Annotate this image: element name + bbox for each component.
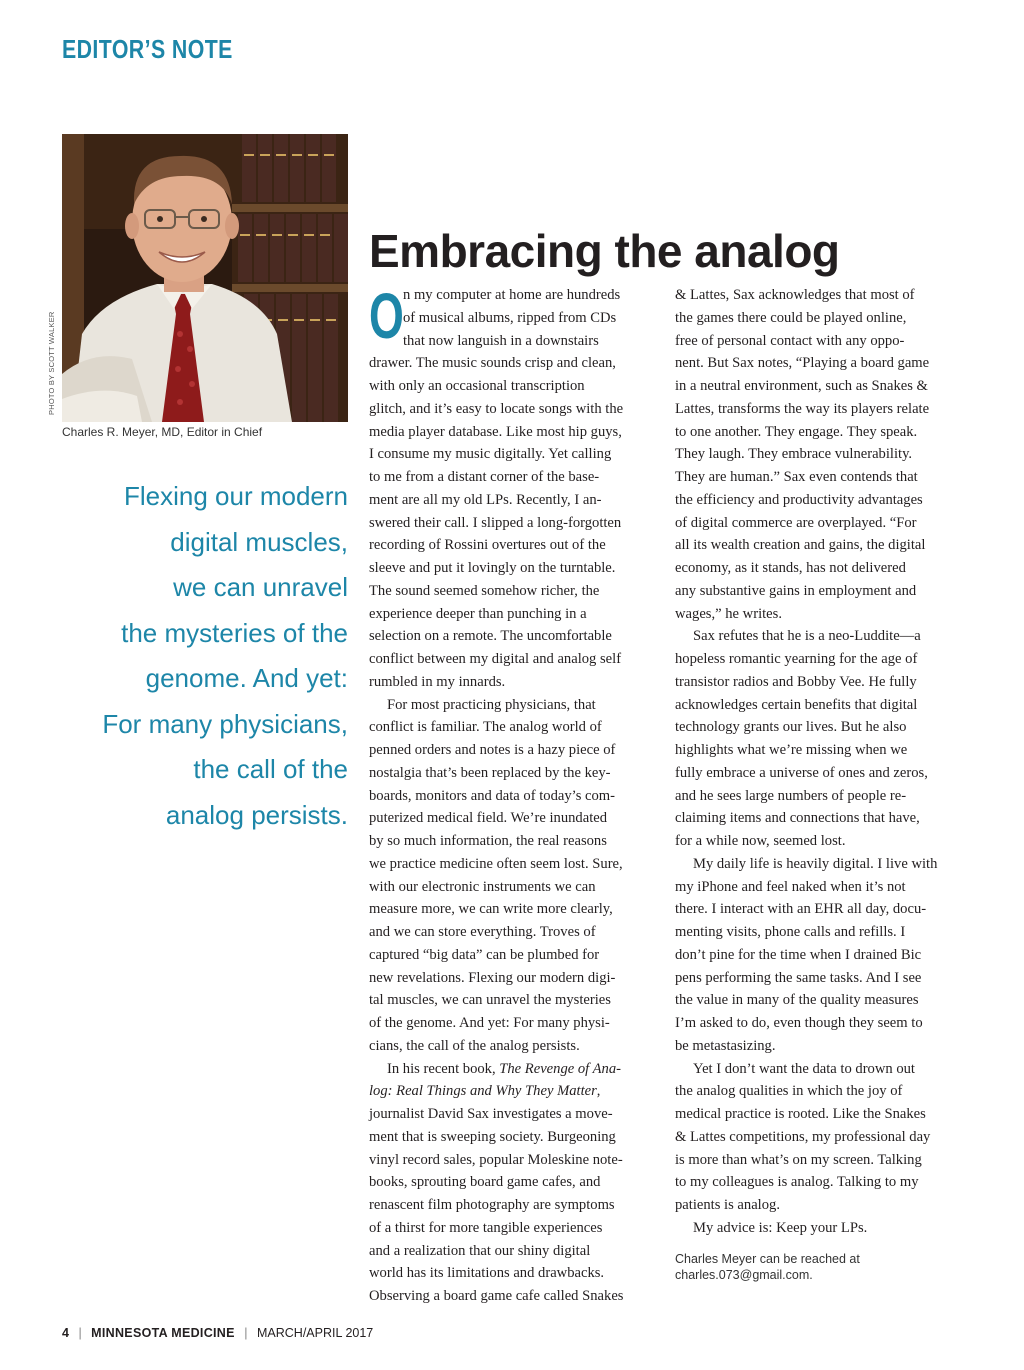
body-text-line [675, 671, 967, 694]
body-text: & Lattes, Sax acknowledges that most of [675, 287, 915, 303]
body-text-line [675, 1149, 967, 1172]
body-text: economy, as it stands, has not delivered [675, 560, 906, 576]
body-text: I consume my music digitally. Yet calling [369, 446, 612, 463]
body-text: My advice is: Keep your LPs. [693, 1219, 868, 1236]
body-text: media player database. Like most hip guys, [369, 423, 622, 440]
body-text-line [675, 1171, 967, 1194]
contact-email: charles.073@gmail.com. [675, 1268, 813, 1282]
body-text: and a realization that our shiny digital [369, 1242, 591, 1259]
body-text: technology grants our lives. But he also [675, 719, 907, 736]
body-text-line [675, 443, 967, 466]
pull-quote-line: digital muscles, [170, 526, 348, 557]
body-text-line [675, 1194, 967, 1217]
body-text: puterized medical field. We’re inundated [369, 810, 608, 827]
body-text: Yet I don’t want the data to drown out [693, 1060, 915, 1077]
body-text: be metastasizing. [675, 1037, 776, 1054]
body-text: to me from a distant corner of the base- [369, 469, 600, 485]
body-text-line [675, 307, 967, 330]
body-text-line [675, 398, 967, 421]
body-text: acknowledges certain benefits that digital [675, 696, 918, 713]
body-text: journalist David Sax investigates a move- [369, 1106, 613, 1122]
body-text-line [675, 580, 967, 603]
body-text-line [369, 921, 659, 944]
body-text: menting visits, phone calls and refills. I [675, 924, 906, 940]
body-text-line [675, 921, 967, 944]
body-text-line [369, 443, 659, 466]
body-text: wages,” he writes. [675, 605, 782, 622]
body-text-line [675, 762, 967, 785]
body-text-line [369, 512, 659, 535]
body-text-line [369, 807, 659, 830]
drop-cap: O [369, 280, 404, 352]
body-text-line [675, 625, 967, 648]
body-text: that now languish in a downstairs [403, 332, 599, 349]
body-text-line [369, 1217, 659, 1240]
body-text-line [675, 739, 967, 762]
body-text-line [675, 603, 967, 626]
body-text: pens performing the same tasks. And I see [675, 969, 922, 986]
body-text-line [369, 648, 659, 671]
pull-quote-line: the mysteries of the [121, 617, 348, 648]
body-text-line [675, 534, 967, 557]
body-text-line [369, 944, 659, 967]
body-text: don’t pine for the time when I drained Bic [675, 946, 922, 963]
body-text: boards, monitors and data of today’s com- [369, 787, 616, 804]
body-text-line [675, 1126, 967, 1149]
body-text-line [369, 580, 659, 603]
pull-quote-line: we can unravel [173, 572, 348, 602]
body-text: new revelations. Flexing our modern digi- [369, 969, 616, 986]
body-text-line [675, 716, 967, 739]
body-text: vinyl record sales, popular Moleskine note- [369, 1151, 623, 1168]
body-text-line [369, 1149, 659, 1172]
body-text: free of personal contact with any oppo- [675, 332, 905, 349]
body-text: fully embrace a universe of ones and zeros, [675, 764, 928, 781]
body-text: ment are all my old LPs. Recently, I an- [369, 491, 602, 508]
body-text-line [369, 1285, 659, 1308]
body-text: n my computer at home are hundreds [403, 287, 621, 303]
body-text: books, sprouting board game cafes, and [369, 1174, 601, 1191]
body-text-line [675, 421, 967, 444]
photo-credit: PHOTO BY SCOTT WALKER [47, 311, 56, 415]
body-text-line [369, 1240, 659, 1263]
body-text: there. I interact with an EHR all day, docu- [675, 901, 927, 918]
body-text: Lattes, transforms the way its players relate [675, 400, 930, 417]
body-text: selection on a remote. The uncomfortable [369, 628, 612, 645]
body-text: the analog qualities in which the joy of [675, 1083, 903, 1100]
body-text-line [675, 330, 967, 353]
page-number: 4 [62, 1326, 69, 1340]
body-text-line [369, 534, 659, 557]
body-text-line [675, 853, 967, 876]
body-text-line [675, 1012, 967, 1035]
pull-quote-line: analog persists. [165, 799, 348, 830]
body-text-line [369, 625, 659, 648]
body-text: ment that is sweeping society. Burgeoning [369, 1128, 616, 1145]
article-column-1 [369, 280, 659, 1308]
body-text: The sound seemed somehow richer, the [369, 582, 600, 599]
article-headline: Embracing the analog [369, 225, 840, 277]
body-text-line [675, 375, 967, 398]
body-text: They are human.” Sax even contends that [675, 469, 918, 485]
body-text: recording of Rossini overtures out of the [369, 537, 606, 554]
body-text-line [369, 421, 659, 444]
body-text: glitch, and it’s easy to locate songs with the [369, 400, 624, 417]
body-text: my iPhone and feel naked when it’s not [675, 878, 906, 895]
section-label: EDITOR’S NOTE [62, 34, 233, 64]
body-text-line [369, 466, 659, 489]
body-text: penned orders and notes is a hazy piece of [369, 742, 616, 758]
body-text-line [675, 489, 967, 512]
body-text-line [675, 352, 967, 375]
body-text-line [369, 352, 659, 375]
body-text: and we can store everything. Troves of [369, 924, 596, 940]
footer-separator: | [78, 1326, 82, 1340]
body-text-line [675, 694, 967, 717]
body-text-line [675, 1058, 967, 1081]
body-text-line [369, 489, 659, 512]
body-text: cians, the call of the analog persists. [369, 1037, 580, 1054]
body-text: For most practicing physicians, that [387, 696, 596, 713]
body-text: of a thirst for more tangible experiences [369, 1219, 603, 1236]
body-text: measure more, we can write more clearly, [369, 901, 613, 918]
body-text: highlights what we’re missing when we [675, 742, 908, 758]
body-text: medical practice is rooted. Like the Snakes [675, 1106, 926, 1122]
body-text: hopeless romantic yearning for the age of [675, 651, 918, 667]
body-text-line [675, 876, 967, 899]
body-text-line [369, 375, 659, 398]
footer-separator: | [244, 1326, 248, 1340]
body-text-line [675, 284, 967, 307]
body-text-line [675, 830, 967, 853]
body-text: the games there could be played online, [675, 309, 907, 326]
body-text: and he sees large numbers of people re- [675, 787, 907, 804]
body-text-line [675, 989, 967, 1012]
body-text-line [369, 603, 659, 626]
body-text-line [675, 557, 967, 580]
body-text-line [369, 785, 659, 808]
body-text-line [675, 898, 967, 921]
body-text: sleeve and put it lovingly on the turntable. [369, 560, 616, 576]
body-text-line [369, 762, 659, 785]
body-text-line [369, 1035, 659, 1058]
publication-name: MINNESOTA MEDICINE [91, 1326, 235, 1340]
body-text-line [369, 876, 659, 899]
body-text-line [369, 739, 659, 762]
body-text-line [675, 807, 967, 830]
body-text: nostalgia that’s been replaced by the key- [369, 764, 611, 781]
body-text-line [369, 967, 659, 990]
body-text: In his recent book, [387, 1060, 500, 1077]
body-text-line [369, 1171, 659, 1194]
body-text-line [369, 671, 659, 694]
body-text: of digital commerce are overplayed. “For [675, 514, 917, 531]
body-text-line [675, 1217, 967, 1240]
body-text-line [675, 967, 967, 990]
photo-caption: Charles R. Meyer, MD, Editor in Chief [62, 425, 263, 439]
body-text-line [369, 716, 659, 739]
body-text: Observing a board game cafe called Snakes [369, 1288, 624, 1304]
editor-photo [62, 134, 348, 422]
body-text: world has its limitations and drawbacks. [369, 1265, 605, 1282]
body-text: Sax refutes that he is a neo-Luddite—a [693, 628, 921, 645]
book-title-text: log: Real Things and Why They Matter [369, 1083, 597, 1100]
body-text: captured “big data” can be plumbed for [369, 946, 600, 963]
body-text: tal muscles, we can unravel the mysteries [369, 992, 611, 1009]
body-text: with our electronic instruments we can [369, 878, 596, 895]
body-text: , [596, 1083, 601, 1100]
page-footer [62, 1326, 373, 1340]
body-text: & Lattes competitions, my professional day [675, 1128, 931, 1145]
body-text-line [369, 557, 659, 580]
body-text: in a neutral environment, such as Snakes & [675, 378, 928, 394]
body-text-line [675, 648, 967, 671]
body-text: drawer. The music sounds crisp and clean, [369, 355, 616, 372]
body-text: My daily life is heavily digital. I live with [693, 855, 938, 872]
body-text: by so much information, the real reasons [369, 833, 607, 849]
article-column-2 [675, 284, 967, 1240]
body-text: experience deeper than punching in a [369, 605, 587, 622]
author-contact [675, 1251, 860, 1283]
body-text: with only an occasional transcription [369, 378, 585, 394]
body-text-line [369, 307, 659, 330]
body-text: claiming items and connections that have, [675, 810, 920, 827]
pull-quote [60, 474, 348, 838]
body-text-line [675, 944, 967, 967]
body-text: to one another. They engage. They speak. [675, 423, 918, 440]
body-text-line [369, 694, 659, 717]
body-text: any substantive gains in employment and [675, 582, 917, 599]
body-text: They laugh. They embrace vulnerability. [675, 446, 913, 463]
body-text: swered their call. I slipped a long-forgotten [369, 514, 622, 531]
body-text-line [369, 398, 659, 421]
body-text-line [369, 284, 659, 307]
body-text: nent. But Sax notes, “Playing a board game [675, 355, 930, 372]
body-text: renascent film photography are symptoms [369, 1197, 615, 1213]
body-text-line [369, 989, 659, 1012]
body-text: conflict between my digital and analog self [369, 651, 622, 667]
body-text-line [369, 1012, 659, 1035]
body-text: is more than what’s on my screen. Talking [675, 1151, 922, 1168]
body-text-line [369, 1103, 659, 1126]
body-text-line [369, 1126, 659, 1149]
body-text-line [675, 1035, 967, 1058]
pull-quote-line: For many physicians, [102, 708, 348, 739]
body-text: we practice medicine often seem lost. Sure, [369, 855, 623, 872]
body-text: to my colleagues is analog. Talking to my [675, 1174, 919, 1191]
body-text: all its wealth creation and gains, the digital [675, 537, 926, 554]
pull-quote-line: the call of the [193, 754, 348, 784]
body-text: the efficiency and productivity advantages [675, 491, 923, 508]
body-text-line [675, 466, 967, 489]
body-text: conflict is familiar. The analog world of [369, 719, 602, 736]
body-text: of the genome. And yet: For many physi- [369, 1015, 610, 1031]
body-text: patients is analog. [675, 1197, 780, 1213]
pull-quote-line: Flexing our modern [124, 481, 348, 511]
body-text-line [675, 785, 967, 808]
body-text: the value in many of the quality measures [675, 992, 919, 1009]
pull-quote-line: genome. And yet: [145, 663, 348, 693]
body-text-line [369, 1262, 659, 1285]
body-text: of musical albums, ripped from CDs [403, 309, 617, 326]
body-text-line [369, 1080, 659, 1103]
contact-line: Charles Meyer can be reached at [675, 1252, 860, 1266]
body-text: I’m asked to do, even though they seem to [675, 1015, 923, 1031]
body-text-line [369, 1194, 659, 1217]
body-text-line [675, 512, 967, 535]
body-text: transistor radios and Bobby Vee. He fully [675, 673, 917, 690]
body-text-line [369, 830, 659, 853]
issue-date: MARCH/APRIL 2017 [257, 1326, 374, 1340]
body-text-line [675, 1080, 967, 1103]
book-title-text: The Revenge of Ana- [499, 1060, 621, 1077]
body-text-line [369, 330, 659, 353]
body-text: rumbled in my innards. [369, 673, 506, 690]
body-text-line [675, 1103, 967, 1126]
body-text: for a while now, seemed lost. [675, 833, 846, 849]
body-text-line [369, 853, 659, 876]
body-text-line [369, 898, 659, 921]
body-text-line [369, 1058, 659, 1081]
